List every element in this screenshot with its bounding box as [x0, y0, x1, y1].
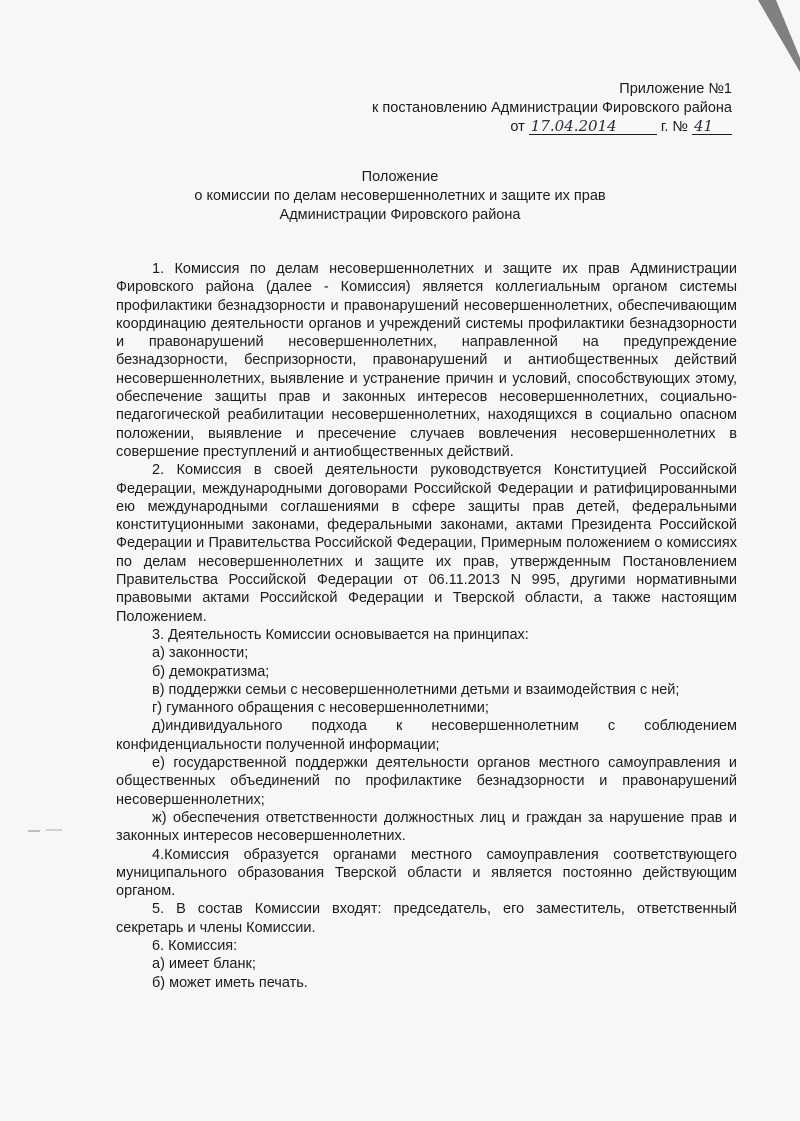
paragraph-2: 2. Комиссия в своей деятельности руководствуется Конституцией Российской Федерации, международными договорами Российской Федерации и ратифицированными ею международными соглашениями в сфере защиты прав детей, федеральными конституционными законами, федеральными законами, актами Президента Российской Федерации и Правительства Российской Федерации, Примерным положением о комиссиях по делам несовершеннолетних и защите их прав, утвержденным Постановлением Правительства Российской Федерации от 06.11.2013 N 995, другими нормативными правовыми актами Российской Федерации и Тверской области, а также настоящим Положением. — [116, 462, 737, 625]
date-number-line — [372, 118, 732, 137]
principle-g: ж) обеспечения ответственности должностных лиц и граждан за нарушение прав и законных интересов несовершеннолетних. — [116, 809, 737, 845]
scan-edge-mark — [28, 826, 62, 836]
appendix-title: Приложение №1 — [619, 81, 732, 97]
handwritten-date: 17.04.2014 — [529, 118, 657, 135]
date-prefix: от — [510, 119, 525, 135]
paragraph-3: 3. Деятельность Комиссии основывается на принципах: — [152, 626, 529, 643]
paragraph-4: 4.Комиссия образуется органами местного самоуправления соответствующего муниципального образования Тверской области и является постоянно действующим органом. — [116, 846, 737, 900]
resolution-line: к постановлению Администрации Фировского района — [372, 100, 732, 116]
principle-d: г) гуманного обращения с несовершеннолетними; — [152, 700, 489, 717]
title-line-1: Положение — [361, 169, 439, 185]
number-prefix: г. № — [660, 119, 688, 135]
document-title — [0, 168, 800, 225]
title-line-3: Администрации Фировского района — [279, 207, 521, 223]
principle-c: в) поддержки семьи с несовершеннолетними детьми и взаимодействия с ней; — [152, 681, 680, 698]
appendix-header — [372, 80, 732, 137]
commission-b: б) может иметь печать. — [152, 974, 308, 991]
title-line-2: о комиссии по делам несовершеннолетних и защите их прав — [194, 188, 606, 204]
principle-f: е) государственной поддержки деятельности органов местного самоуправления и общественных объединений по профилактике безнадзорности и правонарушений несовершеннолетних; — [116, 755, 737, 808]
paragraph-6: 6. Комиссия: — [152, 937, 238, 954]
handwritten-number: 41 — [692, 118, 732, 135]
principle-e: д)индивидуального подхода к несовершеннолетним с соблюдением конфиденциальности полученной информации; — [116, 718, 737, 753]
paragraph-1: 1. Комиссия по делам несовершеннолетних и защите их прав Администрации Фировского района (далее - Комиссия) является коллегиальным органом системы профилактики безнадзорности и правонарушений несовершеннолетних, обеспечивающим координацию деятельности органов и учреждений системы профилактики безнадзорности и правонарушений несовершеннолетних, направленной на предупреждение безнадзорности, беспризорности, правонарушений и антиобщественных действий несовершеннолетних, выявление и устранение причин и условий, способствующих этому, обеспечение защиты прав и законных интересов несовершеннолетних, социально-педагогической реабилитации несовершеннолетних, находящихся в социально опасном положении, выявление и пресечение случаев вовлечения несовершеннолетних в совершение преступлений и антиобщественных действий. — [116, 261, 737, 460]
principle-a: а) законности; — [152, 645, 249, 662]
document-body — [116, 260, 737, 992]
principle-b: б) демократизма; — [152, 663, 270, 680]
paragraph-5: 5. В состав Комиссии входят: председатель, его заместитель, ответственный секретарь и члены Комиссии. — [116, 901, 737, 936]
scan-corner-mark — [740, 0, 800, 80]
commission-a: а) имеет бланк; — [152, 956, 256, 973]
